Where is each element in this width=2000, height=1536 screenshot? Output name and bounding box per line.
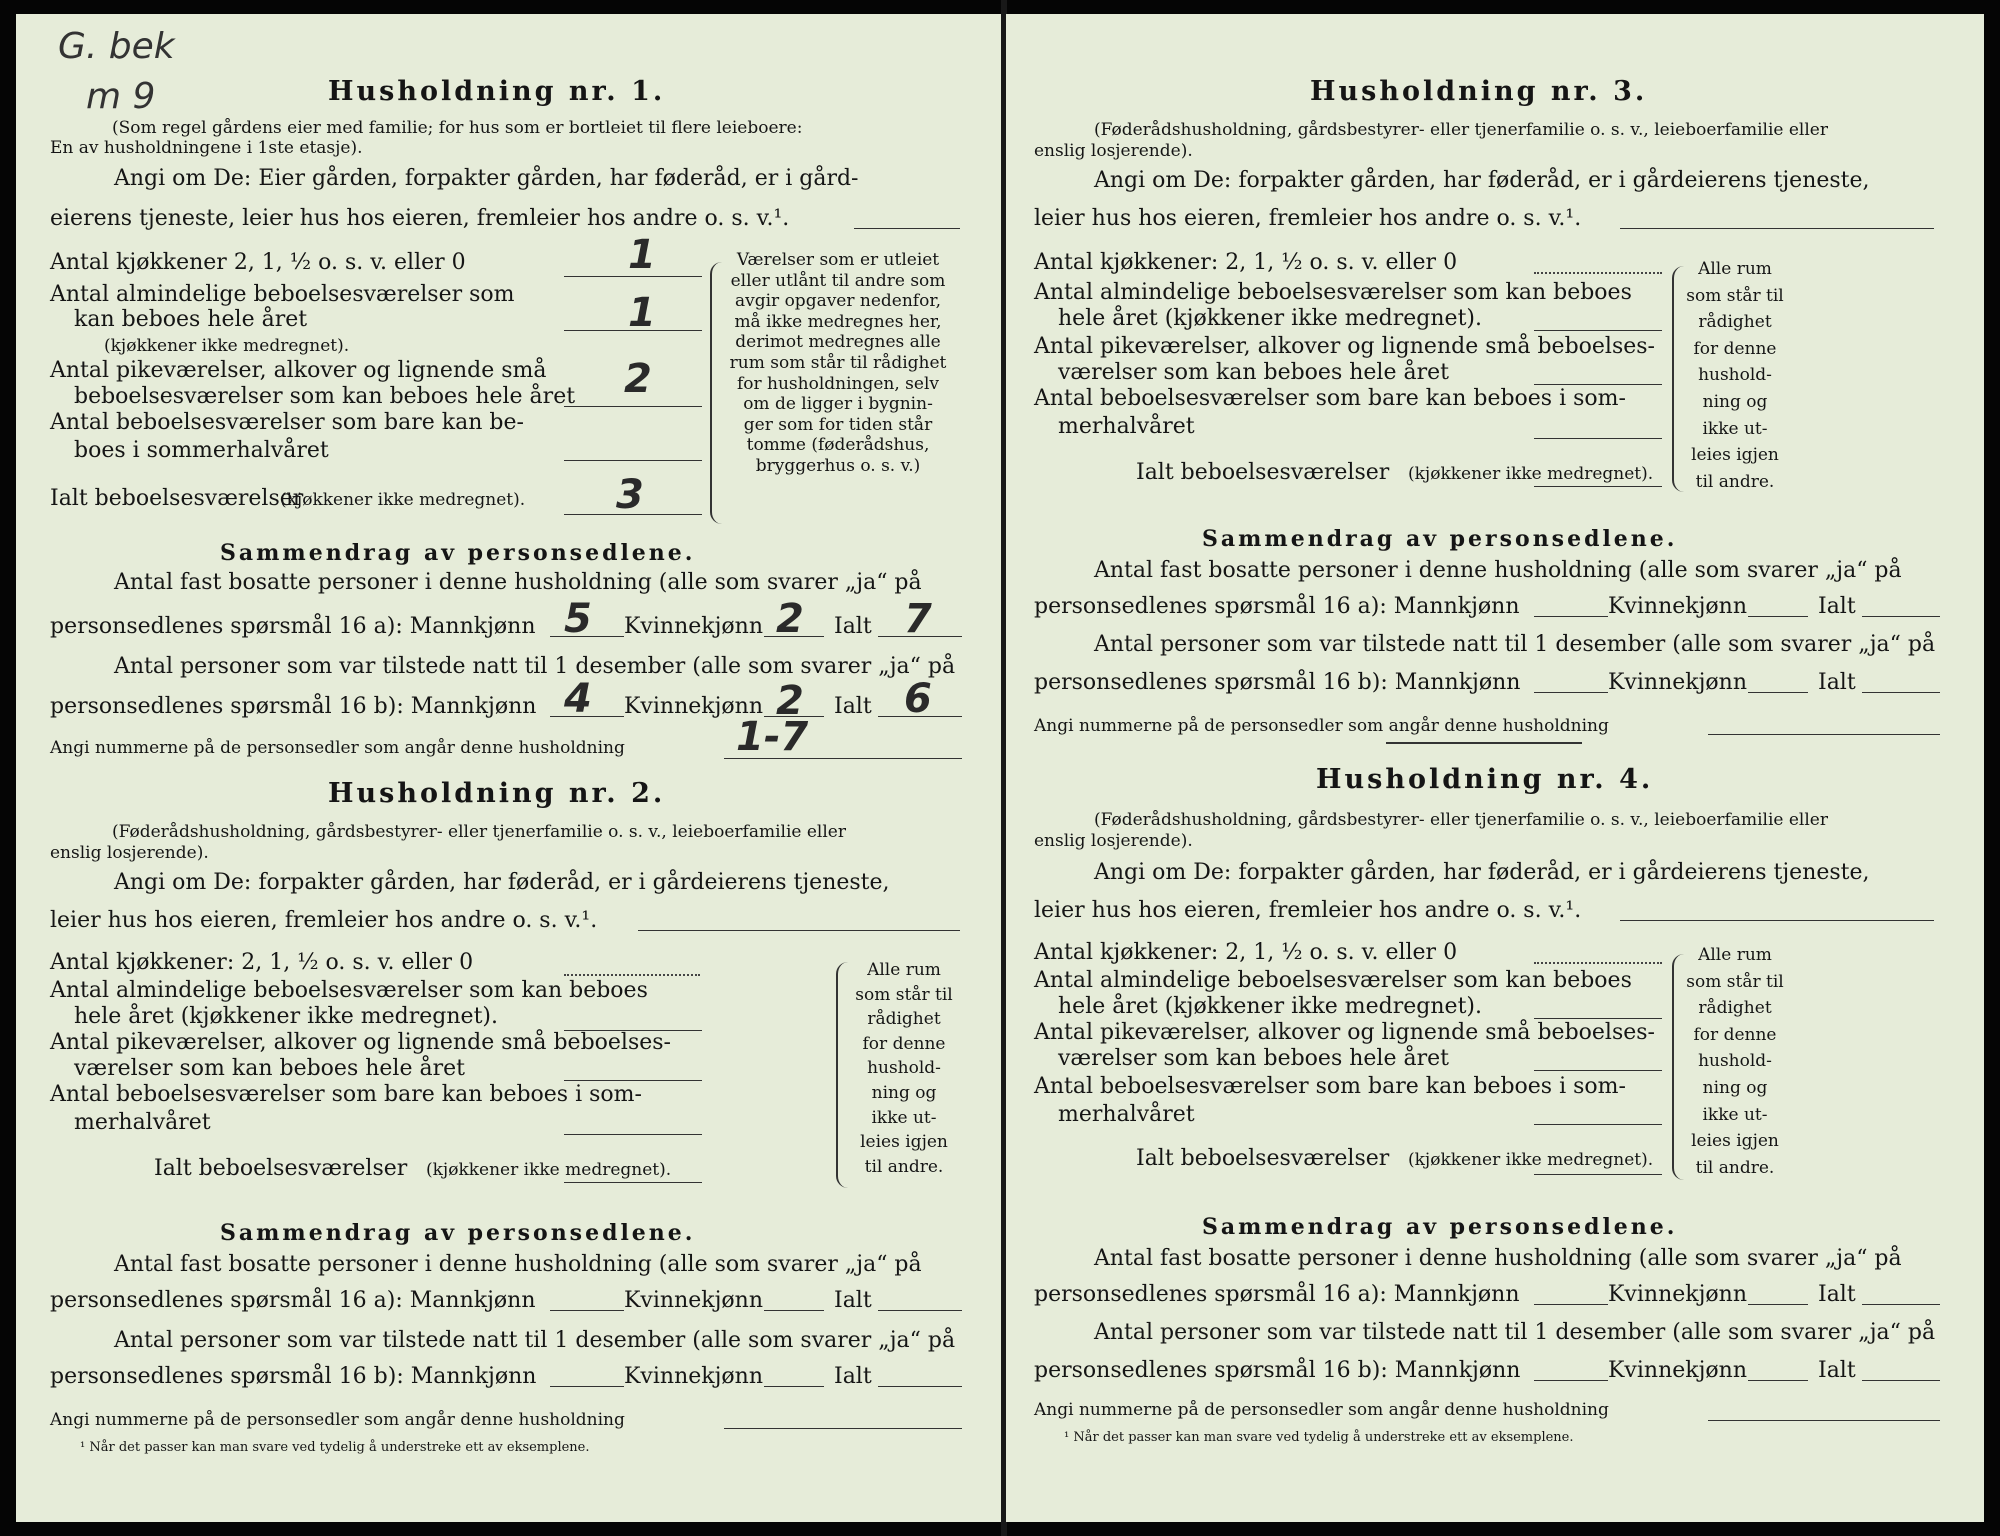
h1-total-label: Ialt beboelsesværelser (50, 486, 304, 511)
h4-s1-line2: personsedlenes spørsmål 16 a): Mannkjønn (1034, 1282, 1520, 1307)
h3-total-label: Ialt beboelsesværelser (1136, 460, 1390, 485)
h1-maid-2: beboelsesværelser som kan beboes hele året (74, 384, 576, 409)
h3-note-2: enslig losjerende). (1034, 141, 1193, 161)
h1-ordinary-value: 1 (628, 290, 656, 336)
h3-side-line: leies igjen (1691, 445, 1779, 466)
h2-numbers-line (724, 1428, 962, 1429)
h1-side-line: avgir opgaver nedenfor, (734, 291, 941, 312)
h1-side-line: må ikke medregnes her, (734, 311, 942, 332)
footnote-right: ¹ Når det passer kan man svare ved tydelig å understreke ett av eksemplene. (1064, 1430, 1574, 1445)
h2-summer-1: Antal beboelsesværelser som bare kan beboes i som- (50, 1082, 642, 1107)
h1-side-line: rum som står til rådighet (729, 352, 947, 373)
h4-side-line: hushold- (1698, 1051, 1772, 1072)
h2-s2-m-line (550, 1386, 624, 1387)
h2-title: Husholdning nr. 2. (328, 778, 666, 809)
h3-maid-1: Antal pikeværelser, alkover og lignende små beboelses- (1034, 334, 1655, 359)
h4-side-line: ning og (1702, 1077, 1768, 1098)
h2-s1-k-label: Kvinnekjønn (624, 1288, 763, 1313)
h4-side-line: rådighet (1698, 998, 1772, 1019)
h1-s1-k-value: 2 (776, 596, 804, 642)
h1-ordinary-3: (kjøkkener ikke medregnet). (104, 336, 350, 356)
h1-question-line (854, 228, 960, 229)
h4-maid-2: værelser som kan beboes hele året (1058, 1046, 1449, 1071)
h3-summary-title: Sammendrag av personsedlene. (1202, 526, 1678, 552)
h1-summary-title: Sammendrag av personsedlene. (220, 540, 696, 566)
h3-maid-line (1534, 384, 1662, 385)
h2-s2-k-line (764, 1386, 824, 1387)
h1-s2-t-value: 6 (904, 676, 932, 722)
h2-s2-t-line (878, 1386, 962, 1387)
h4-question-line (1620, 920, 1934, 921)
h4-kitchens-dots (1534, 962, 1662, 964)
h1-s2-m-value: 4 (564, 676, 592, 722)
section-separator (1386, 742, 1582, 744)
h2-s1-k-line (764, 1310, 824, 1311)
h4-note-2: enslig losjerende). (1034, 831, 1193, 851)
h4-s2-m-line (1534, 1380, 1608, 1381)
h1-maid-value: 2 (624, 356, 652, 402)
h4-s1-m-line (1534, 1304, 1608, 1305)
h1-s1-t-label: Ialt (834, 614, 872, 639)
h1-side-line: eller utlånt til andre som (730, 270, 946, 291)
h4-summer-line (1534, 1124, 1662, 1125)
h3-ordinary-2: hele året (kjøkkener ikke medregnet). (1058, 306, 1482, 331)
h1-total-note: (kjøkkener ikke medregnet). (280, 490, 526, 510)
h3-question-2: leier hus hos eieren, fremleier hos andre o. s. v.¹. (1034, 206, 1582, 231)
h4-ordinary-2: hele året (kjøkkener ikke medregnet). (1058, 994, 1482, 1019)
h2-numbers-label: Angi nummerne på de personsedler som angår denne husholdning (50, 1410, 625, 1430)
h4-side-line: som står til (1686, 971, 1784, 992)
h1-summer-1: Antal beboelsesværelser som bare kan be- (50, 410, 524, 435)
h3-question-line (1620, 228, 1934, 229)
h2-side-line: hushold- (867, 1058, 941, 1079)
h4-side-line: til andre. (1695, 1157, 1775, 1178)
h1-side-line: derimot medregnes alle (735, 332, 941, 353)
h3-summer-line (1534, 438, 1662, 439)
h1-numbers-label: Angi nummerne på de personsedler som angår denne husholdning (50, 738, 625, 758)
h3-side-line: hushold- (1698, 365, 1772, 386)
h3-side-line: Alle rum (1698, 259, 1772, 279)
h3-side-line: for denne (1693, 338, 1777, 359)
h1-note-1: (Som regel gårdens eier med familie; for hus som er bortleiet til flere leieboere: (112, 118, 803, 138)
h4-question-1: Angi om De: forpakter gården, har føderåd, er i gårdeierens tjeneste, (1094, 860, 1870, 885)
h1-question-2: eierens tjeneste, leier hus hos eieren, fremleier hos andre o. s. v.¹. (50, 206, 790, 231)
h4-kitchens-label: Antal kjøkkener: 2, 1, ½ o. s. v. eller 0 (1034, 940, 1458, 965)
h4-s1-k-line (1748, 1304, 1808, 1305)
h4-ordinary-1: Antal almindelige beboelsesværelser som kan beboes (1034, 968, 1632, 993)
h4-s2-k-label: Kvinnekjønn (1608, 1358, 1747, 1383)
h4-side-line: leies igjen (1691, 1131, 1779, 1152)
h4-summary-title: Sammendrag av personsedlene. (1202, 1214, 1678, 1240)
h4-s2-t-label: Ialt (1818, 1358, 1856, 1383)
h3-s2-k-label: Kvinnekjønn (1608, 670, 1747, 695)
h4-maid-line (1534, 1070, 1662, 1071)
h2-kitchens-dots (564, 974, 700, 976)
h3-kitchens-dots (1534, 272, 1662, 274)
h4-s1-t-line (1862, 1304, 1940, 1305)
h2-side-line: rådighet (867, 1009, 941, 1030)
h3-s2-t-line (1862, 692, 1940, 693)
h1-s2-k-value: 2 (776, 678, 804, 724)
h3-s2-m-line (1534, 692, 1608, 693)
h4-s2-line1: Antal personer som var tilstede natt til 1 desember (alle som svarer „ja“ på (1094, 1320, 1936, 1345)
h1-ordinary-1: Antal almindelige beboelsesværelser som (50, 282, 515, 307)
h4-s1-k-label: Kvinnekjønn (1608, 1282, 1747, 1307)
h2-maid-line (564, 1080, 702, 1081)
h2-question-line (638, 930, 960, 931)
h1-maid-1: Antal pikeværelser, alkover og lignende små (50, 358, 547, 383)
h2-side-line: for denne (862, 1033, 946, 1054)
h1-total-value: 3 (616, 472, 644, 518)
h3-maid-2: værelser som kan beboes hele året (1058, 360, 1449, 385)
h1-kitchens-value: 1 (628, 232, 656, 278)
h2-kitchens-label: Antal kjøkkener: 2, 1, ½ o. s. v. eller 0 (50, 950, 474, 975)
h1-summer-line (564, 460, 702, 461)
left-page (16, 14, 1002, 1522)
h4-total-line (1534, 1174, 1662, 1175)
h2-side-line: Alle rum (867, 960, 941, 980)
h4-note-1: (Føderådshusholdning, gårdsbestyrer- eller tjenerfamilie o. s. v., leieboerfamilie eller (1094, 810, 1828, 830)
h1-numbers-value: 1-7 (736, 714, 809, 760)
h1-side-line: tomme (føderådshus, (746, 435, 930, 456)
h1-side-line: for husholdningen, selv (736, 373, 940, 394)
h4-question-2: leier hus hos eieren, fremleier hos andre o. s. v.¹. (1034, 898, 1582, 923)
h2-s1-line2: personsedlenes spørsmål 16 a): Mannkjønn (50, 1288, 536, 1313)
h3-ordinary-line (1534, 330, 1662, 331)
h4-s2-t-line (1862, 1380, 1940, 1381)
h1-s2-k-label: Kvinnekjønn (624, 694, 763, 719)
h4-side-line: ikke ut- (1702, 1104, 1768, 1125)
h4-s1-line1: Antal fast bosatte personer i denne husholdning (alle som svarer „ja“ på (1094, 1246, 1902, 1271)
h3-side-line: som står til (1686, 285, 1784, 306)
h1-side-note (720, 250, 956, 477)
h1-side-line: om de ligger i bygnin- (743, 394, 933, 415)
h1-s2-line1: Antal personer som var tilstede natt til 1 desember (alle som svarer „ja“ på (114, 654, 956, 679)
h2-total-label: Ialt beboelsesværelser (154, 1156, 408, 1181)
footnote-left: ¹ Når det passer kan man svare ved tydelig å understreke ett av eksemplene. (80, 1440, 590, 1455)
h2-maid-1: Antal pikeværelser, alkover og lignende små beboelses- (50, 1030, 671, 1055)
h1-side-line: bryggerhus o. s. v.) (755, 455, 921, 476)
h2-note-1: (Føderådshusholdning, gårdsbestyrer- eller tjenerfamilie o. s. v., leieboerfamilie eller (112, 822, 846, 842)
h4-side-line: Alle rum (1698, 945, 1772, 965)
h2-ordinary-1: Antal almindelige beboelsesværelser som kan beboes (50, 978, 648, 1003)
h3-summer-1: Antal beboelsesværelser som bare kan beboes i som- (1034, 386, 1626, 411)
h3-side-line: til andre. (1695, 471, 1775, 492)
h3-s1-t-label: Ialt (1818, 594, 1856, 619)
h3-question-1: Angi om De: forpakter gården, har føderåd, er i gårdeierens tjeneste, (1094, 168, 1870, 193)
h1-title: Husholdning nr. 1. (328, 76, 666, 107)
h4-summer-2: merhalvåret (1058, 1102, 1195, 1127)
h1-summer-2: boes i sommerhalvåret (74, 438, 329, 463)
h1-s1-k-label: Kvinnekjønn (624, 614, 763, 639)
h4-s2-k-line (1748, 1380, 1808, 1381)
h3-s1-line2: personsedlenes spørsmål 16 a): Mannkjønn (1034, 594, 1520, 619)
h1-kitchens-label: Antal kjøkkener 2, 1, ½ o. s. v. eller 0 (50, 250, 466, 275)
h4-maid-1: Antal pikeværelser, alkover og lignende små beboelses- (1034, 1020, 1655, 1045)
h3-side-note (1680, 256, 1790, 495)
h3-side-line: ning og (1702, 391, 1768, 412)
h1-maid-line (564, 406, 702, 407)
h1-s1-t-value: 7 (904, 596, 932, 642)
h4-s2-line2: personsedlenes spørsmål 16 b): Mannkjønn (1034, 1358, 1521, 1383)
h4-total-label: Ialt beboelsesværelser (1136, 1146, 1390, 1171)
h1-s1-line2: personsedlenes spørsmål 16 a): Mannkjønn (50, 614, 536, 639)
h2-total-note: (kjøkkener ikke medregnet). (426, 1160, 672, 1180)
h2-question-2: leier hus hos eieren, fremleier hos andre o. s. v.¹. (50, 908, 598, 933)
h4-side-line: for denne (1693, 1024, 1777, 1045)
h3-note-1: (Føderådshusholdning, gårdsbestyrer- eller tjenerfamilie o. s. v., leieboerfamilie eller (1094, 120, 1828, 140)
h2-s1-line1: Antal fast bosatte personer i denne husholdning (alle som svarer „ja“ på (114, 1252, 922, 1277)
h2-total-line (564, 1182, 702, 1183)
h4-numbers-label: Angi nummerne på de personsedler som angår denne husholdning (1034, 1400, 1609, 1420)
h3-s1-t-line (1862, 616, 1940, 617)
h2-summer-2: merhalvåret (74, 1110, 211, 1135)
h4-numbers-line (1708, 1420, 1940, 1421)
h2-summary-title: Sammendrag av personsedlene. (220, 1220, 696, 1246)
h1-s1-line1: Antal fast bosatte personer i denne husholdning (alle som svarer „ja“ på (114, 570, 922, 595)
h2-maid-2: værelser som kan beboes hele året (74, 1056, 465, 1081)
h1-s2-line2: personsedlenes spørsmål 16 b): Mannkjønn (50, 694, 537, 719)
right-page (1006, 14, 1984, 1522)
h2-s2-k-label: Kvinnekjønn (624, 1364, 763, 1389)
h2-side-note (848, 958, 960, 1179)
h2-summer-line (564, 1134, 702, 1135)
h3-side-line: rådighet (1698, 312, 1772, 333)
h1-side-line: ger som for tiden står (743, 414, 933, 435)
margin-note-2: m 9 (86, 76, 156, 117)
h2-s1-m-line (550, 1310, 624, 1311)
h2-s2-line2: personsedlenes spørsmål 16 b): Mannkjønn (50, 1364, 537, 1389)
h2-s1-t-label: Ialt (834, 1288, 872, 1313)
h1-s2-t-label: Ialt (834, 694, 872, 719)
h3-side-line: ikke ut- (1702, 418, 1768, 439)
h2-side-line: ning og (871, 1082, 937, 1103)
margin-note-1: G. bek (58, 26, 175, 67)
h2-ordinary-2: hele året (kjøkkener ikke medregnet). (74, 1004, 498, 1029)
h1-side-line: Værelser som er utleiet (736, 250, 940, 270)
h2-brace (836, 962, 848, 1188)
h2-s2-t-label: Ialt (834, 1364, 872, 1389)
h3-s2-line2: personsedlenes spørsmål 16 b): Mannkjønn (1034, 670, 1521, 695)
h3-title: Husholdning nr. 3. (1310, 76, 1648, 107)
h2-s1-t-line (878, 1310, 962, 1311)
h4-total-note: (kjøkkener ikke medregnet). (1408, 1150, 1654, 1170)
h3-s1-m-line (1534, 616, 1608, 617)
h4-side-note (1680, 942, 1790, 1181)
h1-question-1: Angi om De: Eier gården, forpakter gården, har føderåd, er i gård- (114, 166, 859, 191)
h1-note-2: En av husholdningene i 1ste etasje). (50, 138, 363, 158)
h4-s1-t-label: Ialt (1818, 1282, 1856, 1307)
h3-s2-line1: Antal personer som var tilstede natt til 1 desember (alle som svarer „ja“ på (1094, 632, 1936, 657)
h2-side-line: ikke ut- (871, 1107, 937, 1128)
h2-s2-line1: Antal personer som var tilstede natt til 1 desember (alle som svarer „ja“ på (114, 1328, 956, 1353)
h3-s1-k-line (1748, 616, 1808, 617)
h3-numbers-label: Angi nummerne på de personsedler som angår denne husholdning (1034, 716, 1609, 736)
h2-question-1: Angi om De: forpakter gården, har føderåd, er i gårdeierens tjeneste, (114, 870, 890, 895)
h3-kitchens-label: Antal kjøkkener: 2, 1, ½ o. s. v. eller 0 (1034, 250, 1458, 275)
h2-side-line: som står til (855, 984, 953, 1005)
h2-note-2: enslig losjerende). (50, 843, 209, 863)
h3-ordinary-1: Antal almindelige beboelsesværelser som kan beboes (1034, 280, 1632, 305)
h3-summer-2: merhalvåret (1058, 414, 1195, 439)
h3-s2-k-line (1748, 692, 1808, 693)
h3-numbers-line (1708, 734, 1940, 735)
h4-ordinary-line (1534, 1018, 1662, 1019)
h2-side-line: til andre. (864, 1156, 944, 1177)
h1-ordinary-2: kan beboes hele året (74, 307, 308, 332)
h3-s2-t-label: Ialt (1818, 670, 1856, 695)
h3-s1-k-label: Kvinnekjønn (1608, 594, 1747, 619)
h4-summer-1: Antal beboelsesværelser som bare kan beboes i som- (1034, 1074, 1626, 1099)
h3-s1-line1: Antal fast bosatte personer i denne husholdning (alle som svarer „ja“ på (1094, 558, 1902, 583)
h1-s1-m-value: 5 (564, 596, 592, 642)
h3-total-line (1534, 486, 1662, 487)
h4-title: Husholdning nr. 4. (1316, 764, 1654, 795)
h2-side-line: leies igjen (860, 1132, 948, 1153)
h3-total-note: (kjøkkener ikke medregnet). (1408, 464, 1654, 484)
